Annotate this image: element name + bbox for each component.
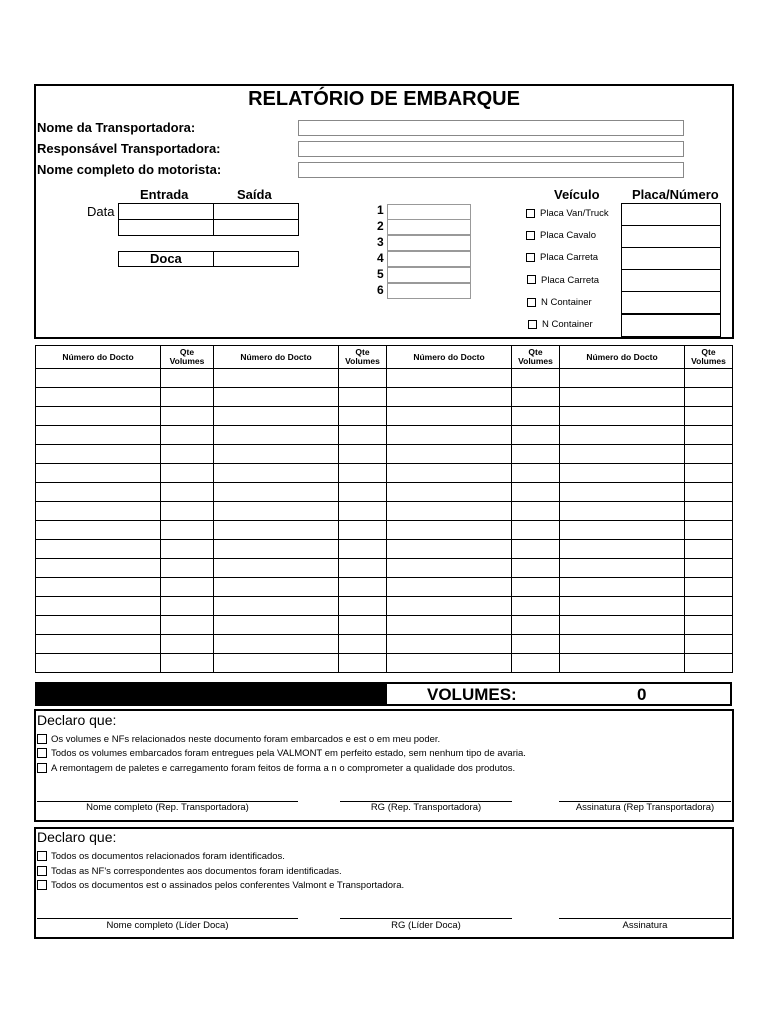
qty-volumes-cell[interactable] <box>512 388 560 407</box>
page-title: RELATÓRIO DE EMBARQUE <box>248 88 520 110</box>
placa-numero-label: Placa/Número <box>632 187 719 202</box>
doc-number-cell[interactable] <box>214 616 339 635</box>
qty-volumes-cell[interactable] <box>161 521 214 540</box>
qty-volumes-cell[interactable] <box>512 521 560 540</box>
doc-number-cell[interactable] <box>560 559 685 578</box>
qty-volumes-cell[interactable] <box>161 407 214 426</box>
doc-number-cell[interactable] <box>560 369 685 388</box>
seal-number-6: 6 <box>377 283 384 297</box>
table-row <box>36 635 733 654</box>
doc-number-cell[interactable] <box>36 540 161 559</box>
signature-line-rg-2 <box>340 918 512 919</box>
plate-field-5[interactable] <box>621 291 721 314</box>
vehicle-checkbox-6[interactable] <box>528 320 537 329</box>
vehicle-option-5: N Container <box>541 297 592 308</box>
declaration-2-checkbox-3[interactable] <box>37 880 47 890</box>
doc-number-cell[interactable] <box>214 540 339 559</box>
vehicle-checkbox-2[interactable] <box>526 231 535 240</box>
saida-label: Saída <box>237 187 272 202</box>
doc-number-cell[interactable] <box>560 635 685 654</box>
qty-volumes-cell[interactable] <box>339 407 387 426</box>
qty-volumes-cell[interactable] <box>161 464 214 483</box>
volumes-bar <box>35 682 732 706</box>
doc-number-cell[interactable] <box>36 483 161 502</box>
signature-caption-sign-1: Assinatura (Rep Transportadora) <box>575 802 715 813</box>
doc-number-cell[interactable] <box>387 464 512 483</box>
signature-line-sign-2 <box>559 918 731 919</box>
col-numero-docto: Número do Docto <box>36 346 161 369</box>
doc-number-cell[interactable] <box>560 483 685 502</box>
declaration-1-checkbox-1[interactable] <box>37 734 47 744</box>
doc-number-cell[interactable] <box>36 597 161 616</box>
signature-caption-rg-1: RG (Rep. Transportadora) <box>370 802 482 813</box>
vehicle-option-1: Placa Van/Truck <box>540 208 609 219</box>
carrier-name-field[interactable] <box>298 120 684 136</box>
doc-number-cell[interactable] <box>387 540 512 559</box>
table-row <box>36 426 733 445</box>
doc-number-cell[interactable] <box>387 635 512 654</box>
entrada-date-cell[interactable] <box>118 203 214 220</box>
seal-number-3: 3 <box>377 235 384 249</box>
doc-number-cell[interactable] <box>560 388 685 407</box>
driver-name-field[interactable] <box>298 162 684 178</box>
doc-number-cell[interactable] <box>214 369 339 388</box>
doc-number-cell[interactable] <box>214 521 339 540</box>
qty-volumes-cell[interactable] <box>512 464 560 483</box>
doc-number-cell[interactable] <box>560 597 685 616</box>
entrada-time-cell[interactable] <box>118 219 214 236</box>
table-row <box>36 388 733 407</box>
doc-number-cell[interactable] <box>387 483 512 502</box>
qty-volumes-cell[interactable] <box>339 654 387 673</box>
col-numero-docto: Número do Docto <box>387 346 512 369</box>
doc-number-cell[interactable] <box>36 445 161 464</box>
declaration-1-item-3: A remontagem de paletes e carregamento foram feitos de forma a n o comprometer a qualidade dos produtos. <box>51 763 516 774</box>
col-qte-volumes: Qte Volumes <box>685 346 733 369</box>
doc-number-cell[interactable] <box>214 426 339 445</box>
doc-number-cell[interactable] <box>36 654 161 673</box>
qty-volumes-cell[interactable] <box>161 426 214 445</box>
qty-volumes-cell[interactable] <box>685 426 733 445</box>
declaration-2-heading: Declaro que: <box>37 829 117 845</box>
col-numero-docto: Número do Docto <box>214 346 339 369</box>
qty-volumes-cell[interactable] <box>685 388 733 407</box>
qty-volumes-cell[interactable] <box>512 597 560 616</box>
qty-volumes-cell[interactable] <box>512 483 560 502</box>
qty-volumes-cell[interactable] <box>161 369 214 388</box>
qty-volumes-cell[interactable] <box>512 426 560 445</box>
qty-volumes-cell[interactable] <box>512 635 560 654</box>
table-row <box>36 483 733 502</box>
qty-volumes-cell[interactable] <box>339 597 387 616</box>
declaration-1-checkbox-2[interactable] <box>37 748 47 758</box>
doc-number-cell[interactable] <box>214 597 339 616</box>
carrier-name-label: Nome da Transportadora: <box>37 120 196 135</box>
qty-volumes-cell[interactable] <box>339 616 387 635</box>
documents-table-body <box>36 369 733 673</box>
table-row <box>36 369 733 388</box>
qty-volumes-cell[interactable] <box>161 483 214 502</box>
data-label: Data <box>87 204 115 219</box>
plate-field-1[interactable] <box>621 203 721 226</box>
qty-volumes-cell[interactable] <box>685 597 733 616</box>
doc-number-cell[interactable] <box>36 502 161 521</box>
qty-volumes-cell[interactable] <box>512 369 560 388</box>
doc-number-cell[interactable] <box>214 388 339 407</box>
documents-table <box>35 345 733 673</box>
signature-caption-sign-2: Assinatura <box>622 920 668 931</box>
documents-table-header <box>36 346 733 369</box>
carrier-responsible-field[interactable] <box>298 141 684 157</box>
doca-value-cell[interactable] <box>213 251 299 267</box>
vehicle-option-6: N Container <box>542 319 593 330</box>
declaration-2-checkbox-2[interactable] <box>37 866 47 876</box>
qty-volumes-cell[interactable] <box>512 445 560 464</box>
qty-volumes-cell[interactable] <box>161 616 214 635</box>
declaration-2-item-3: Todos os documentos est o assinados pelos conferentes Valmont e Transportadora. <box>51 880 405 891</box>
seal-number-2: 2 <box>377 219 384 233</box>
veiculo-label: Veículo <box>554 187 600 202</box>
declaration-1-checkbox-3[interactable] <box>37 763 47 773</box>
carrier-responsible-label: Responsável Transportadora: <box>37 141 221 156</box>
qty-volumes-cell[interactable] <box>685 578 733 597</box>
qty-volumes-cell[interactable] <box>339 483 387 502</box>
seal-field-1[interactable] <box>387 204 471 220</box>
volumes-total: 0 <box>637 685 647 704</box>
doc-number-cell[interactable] <box>560 426 685 445</box>
volumes-bar-fill <box>37 684 387 704</box>
qty-volumes-cell[interactable] <box>685 559 733 578</box>
table-row <box>36 502 733 521</box>
qty-volumes-cell[interactable] <box>512 559 560 578</box>
doc-number-cell[interactable] <box>214 559 339 578</box>
table-row <box>36 654 733 673</box>
doc-number-cell[interactable] <box>214 445 339 464</box>
qty-volumes-cell[interactable] <box>339 578 387 597</box>
qty-volumes-cell[interactable] <box>339 445 387 464</box>
volumes-label: VOLUMES: <box>427 685 517 704</box>
vehicle-checkbox-4[interactable] <box>527 275 536 284</box>
col-qte-volumes: Qte Volumes <box>512 346 560 369</box>
qty-volumes-cell[interactable] <box>339 540 387 559</box>
doc-number-cell[interactable] <box>36 635 161 654</box>
seal-field-2[interactable] <box>387 219 471 235</box>
entrada-label: Entrada <box>140 187 189 202</box>
qty-volumes-cell[interactable] <box>685 369 733 388</box>
declaration-2-checkbox-1[interactable] <box>37 851 47 861</box>
table-row <box>36 407 733 426</box>
doc-number-cell[interactable] <box>214 407 339 426</box>
qty-volumes-cell[interactable] <box>161 445 214 464</box>
plate-field-2[interactable] <box>621 225 721 248</box>
qty-volumes-cell[interactable] <box>161 540 214 559</box>
doc-number-cell[interactable] <box>387 559 512 578</box>
doc-number-cell[interactable] <box>214 635 339 654</box>
seal-number-1: 1 <box>377 203 384 217</box>
qty-volumes-cell[interactable] <box>512 502 560 521</box>
saida-date-cell[interactable] <box>213 203 299 220</box>
doc-number-cell[interactable] <box>560 445 685 464</box>
doc-number-cell[interactable] <box>560 407 685 426</box>
vehicle-checkbox-3[interactable] <box>526 253 535 262</box>
qty-volumes-cell[interactable] <box>161 597 214 616</box>
plate-field-3[interactable] <box>621 247 721 270</box>
doc-number-cell[interactable] <box>36 369 161 388</box>
doc-number-cell[interactable] <box>214 502 339 521</box>
seal-field-5[interactable] <box>387 267 471 283</box>
doc-number-cell[interactable] <box>36 616 161 635</box>
vehicle-option-2: Placa Cavalo <box>540 230 596 241</box>
doc-number-cell[interactable] <box>387 388 512 407</box>
qty-volumes-cell[interactable] <box>685 483 733 502</box>
qty-volumes-cell[interactable] <box>161 502 214 521</box>
doc-number-cell[interactable] <box>387 578 512 597</box>
doca-label: Doca <box>150 251 182 266</box>
signature-line-name-2 <box>37 918 298 919</box>
qty-volumes-cell[interactable] <box>339 369 387 388</box>
doc-number-cell[interactable] <box>214 654 339 673</box>
doc-number-cell[interactable] <box>560 578 685 597</box>
qty-volumes-cell[interactable] <box>685 502 733 521</box>
qty-volumes-cell[interactable] <box>512 407 560 426</box>
qty-volumes-cell[interactable] <box>512 540 560 559</box>
qty-volumes-cell[interactable] <box>339 502 387 521</box>
qty-volumes-cell[interactable] <box>685 654 733 673</box>
doc-number-cell[interactable] <box>36 464 161 483</box>
qty-volumes-cell[interactable] <box>161 578 214 597</box>
doc-number-cell[interactable] <box>387 521 512 540</box>
qty-volumes-cell[interactable] <box>339 426 387 445</box>
doc-number-cell[interactable] <box>36 388 161 407</box>
vehicle-checkbox-5[interactable] <box>527 298 536 307</box>
seal-number-4: 4 <box>377 251 384 265</box>
doc-number-cell[interactable] <box>387 597 512 616</box>
qty-volumes-cell[interactable] <box>685 540 733 559</box>
qty-volumes-cell[interactable] <box>685 445 733 464</box>
col-qte-volumes: Qte Volumes <box>339 346 387 369</box>
table-row <box>36 559 733 578</box>
qty-volumes-cell[interactable] <box>339 388 387 407</box>
qty-volumes-cell[interactable] <box>512 654 560 673</box>
qty-volumes-cell[interactable] <box>161 635 214 654</box>
signature-caption-rg-2: RG (Líder Doca) <box>391 920 461 931</box>
qty-volumes-cell[interactable] <box>161 654 214 673</box>
doc-number-cell[interactable] <box>214 483 339 502</box>
doc-number-cell[interactable] <box>560 616 685 635</box>
qty-volumes-cell[interactable] <box>161 559 214 578</box>
table-row <box>36 464 733 483</box>
declaration-2-item-2: Todas as NF's correspondentes aos documentos foram identificadas. <box>51 866 342 877</box>
qty-volumes-cell[interactable] <box>512 616 560 635</box>
doc-number-cell[interactable] <box>387 616 512 635</box>
declaration-1-heading: Declaro que: <box>37 712 117 728</box>
doc-number-cell[interactable] <box>560 654 685 673</box>
col-qte-volumes: Qte Volumes <box>161 346 214 369</box>
qty-volumes-cell[interactable] <box>161 388 214 407</box>
vehicle-checkbox-1[interactable] <box>526 209 535 218</box>
signature-caption-name-2: Nome completo (Líder Doca) <box>106 920 229 931</box>
doc-number-cell[interactable] <box>387 369 512 388</box>
doc-number-cell[interactable] <box>214 464 339 483</box>
qty-volumes-cell[interactable] <box>512 578 560 597</box>
plate-field-6[interactable] <box>621 314 721 337</box>
qty-volumes-cell[interactable] <box>339 464 387 483</box>
qty-volumes-cell[interactable] <box>685 616 733 635</box>
qty-volumes-cell[interactable] <box>685 635 733 654</box>
doc-number-cell[interactable] <box>387 502 512 521</box>
doc-number-cell[interactable] <box>36 407 161 426</box>
qty-volumes-cell[interactable] <box>685 407 733 426</box>
doc-number-cell[interactable] <box>36 521 161 540</box>
table-row <box>36 616 733 635</box>
doc-number-cell[interactable] <box>36 426 161 445</box>
doc-number-cell[interactable] <box>560 540 685 559</box>
declaration-2-item-1: Todos os documentos relacionados foram identificados. <box>51 851 285 862</box>
col-numero-docto: Número do Docto <box>560 346 685 369</box>
doc-number-cell[interactable] <box>36 559 161 578</box>
qty-volumes-cell[interactable] <box>339 559 387 578</box>
declaration-1-item-2: Todos os volumes embarcados foram entregues pela VALMONT em perfeito estado, sem nenhum tipo de avaria. <box>51 748 526 759</box>
table-row <box>36 597 733 616</box>
vehicle-option-3: Placa Carreta <box>540 252 599 263</box>
seal-number-5: 5 <box>377 267 384 281</box>
seal-field-6[interactable] <box>387 283 471 299</box>
doc-number-cell[interactable] <box>387 426 512 445</box>
doc-number-cell[interactable] <box>560 464 685 483</box>
table-row <box>36 578 733 597</box>
qty-volumes-cell[interactable] <box>685 521 733 540</box>
vehicle-option-4: Placa Carreta <box>541 275 600 286</box>
doc-number-cell[interactable] <box>387 407 512 426</box>
plate-field-4[interactable] <box>621 269 721 292</box>
qty-volumes-cell[interactable] <box>685 464 733 483</box>
seal-field-4[interactable] <box>387 251 471 267</box>
doc-number-cell[interactable] <box>560 521 685 540</box>
qty-volumes-cell[interactable] <box>339 635 387 654</box>
declaration-1-item-1: Os volumes e NFs relacionados neste documento foram embarcados e est o em meu poder. <box>51 734 441 745</box>
doc-number-cell[interactable] <box>387 654 512 673</box>
doc-number-cell[interactable] <box>214 578 339 597</box>
doc-number-cell[interactable] <box>387 445 512 464</box>
saida-time-cell[interactable] <box>213 219 299 236</box>
signature-caption-name-1: Nome completo (Rep. Transportadora) <box>86 802 249 813</box>
table-row <box>36 445 733 464</box>
doc-number-cell[interactable] <box>36 578 161 597</box>
qty-volumes-cell[interactable] <box>339 521 387 540</box>
driver-name-label: Nome completo do motorista: <box>37 162 222 177</box>
table-row <box>36 540 733 559</box>
doc-number-cell[interactable] <box>560 502 685 521</box>
seal-field-3[interactable] <box>387 235 471 251</box>
table-row <box>36 521 733 540</box>
